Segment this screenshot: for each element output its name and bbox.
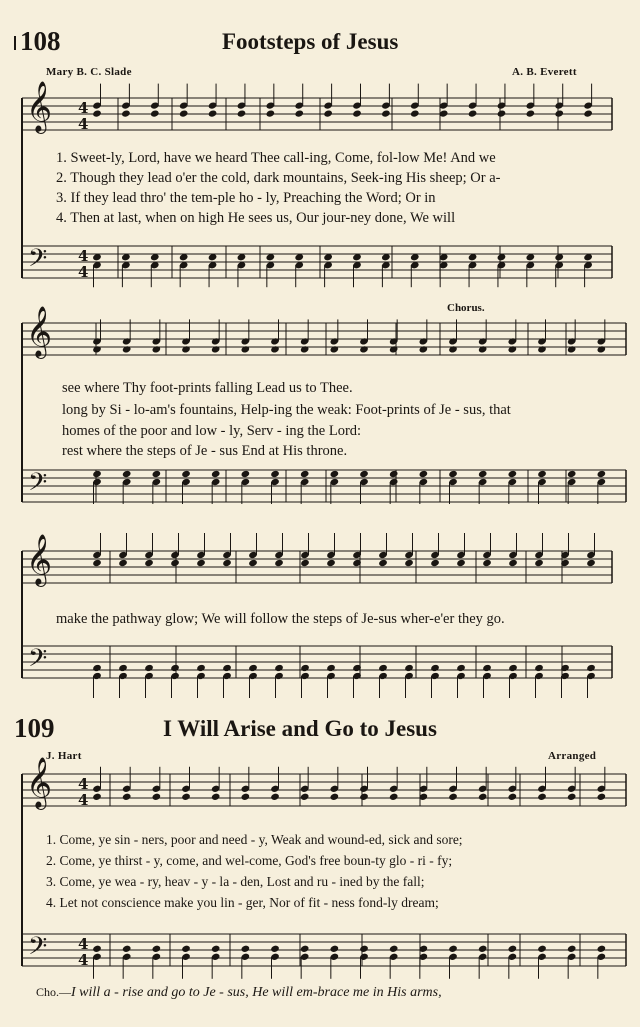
treble-3-note [152,793,162,801]
treble-3-note [478,793,488,801]
bass-3-note [330,945,340,953]
treble-0-note [526,109,536,117]
bass-3-note [567,945,577,953]
treble-1-note [300,345,310,353]
treble-3-note [389,793,399,801]
treble-0-note [323,109,333,117]
treble-2-note [170,559,180,567]
verse-line-108-2-4: rest where the steps of Je - sus End at His throne. [62,443,348,459]
bass-1-note [270,470,280,478]
bass-1-note [389,470,399,478]
treble-1-note [241,345,251,353]
treble-1-note [419,345,429,353]
bass-2-note [222,664,232,672]
bass-2-note [508,664,518,672]
bass-3-note [92,945,102,953]
treble-2-note [456,559,466,567]
treble-2-note [118,559,128,567]
bass-2-note [430,664,440,672]
treble-3-note [597,793,607,801]
treble-3-note [211,793,221,801]
bass-2-note [378,664,388,672]
bass-3-note [122,945,132,953]
treble-1-note [330,345,340,353]
bass-2-note [274,664,284,672]
treble-0-note [266,109,276,117]
bass-3-note [300,945,310,953]
hymn-number-109: 109 [14,713,55,743]
treble-1-note [152,345,162,353]
verse-line-109-2: 2. Come, ye thirst - y, come, and wel-come, God's free boun-ty glo - ri - fy; [46,853,453,868]
treble-2-note [534,559,544,567]
bass-2-note [482,664,492,672]
treble-1-note [211,345,221,353]
treble-3-note [508,793,518,801]
verse-line-109-4: 4. Let not conscience make you lin - ger, Nor of fit - ness fond-ly dream; [46,895,439,910]
treble-2-note [196,559,206,567]
treble-1-note [567,345,577,353]
bass-3-note [359,945,369,953]
verse-line-108-1-2: 2. Though they lead o'er the cold, dark mountains, Seek-ing His sheep; Or a- [56,170,501,186]
bass-1-note [478,470,488,478]
verse-line-108-1-1: 1. Sweet-ly, Lord, have we heard Thee call-ing, Come, fol-low Me! And we [56,150,496,166]
bass-1-note [359,470,369,478]
treble-0-note [121,109,131,117]
bass-1-note [567,470,577,478]
treble-2-note [404,559,414,567]
bass-3-note [537,945,547,953]
treble-3-note [241,793,251,801]
treble-1-note [537,345,547,353]
treble-1-note [92,345,102,353]
treble-3-note [92,793,102,801]
bass-3-note [241,945,251,953]
treble-3-note [448,793,458,801]
treble-1-note [508,345,518,353]
chorus-text-109: I will a - rise and go to Je - sus, He will em-brace me in His arms, [71,985,442,1000]
bass-3-note [270,945,280,953]
bass-2-note [404,664,414,672]
treble-2-note [586,559,596,567]
bass-1-note [211,470,221,478]
treble-3-note [181,793,191,801]
hymn-number-108: 108 [20,26,61,56]
bass-1-note [508,470,518,478]
verse-line-108-2-1: see where Thy foot-prints falling Lead us to Thee. [62,380,353,396]
treble-2-note [222,559,232,567]
treble-1-note [359,345,369,353]
bass-3-note [597,945,607,953]
treble-2-note [248,559,258,567]
bass-2-note [118,664,128,672]
chorus-prefix-109: Cho.— [36,985,72,999]
bass-1-note [122,470,132,478]
bass-clef-icon: 𝄢 [28,931,48,967]
bass-1-note [419,470,429,478]
bass-1-note [597,470,607,478]
bass-2-note [248,664,258,672]
treble-3-note [537,793,547,801]
treble-2-note [300,559,310,567]
time-signature: 4 [78,247,89,266]
treble-1-note [389,345,399,353]
treble-0-note [294,109,304,117]
treble-0-note [554,109,564,117]
treble-2-note [326,559,336,567]
treble-0-note [381,109,391,117]
bass-clef-icon: 𝄢 [28,643,48,679]
verse-line-109-3: 3. Come, ye wea - ry, heav - y - la - den, Lost and ru - ined by the fall; [46,874,425,889]
bass-2-note [534,664,544,672]
hymn-title-109: I Will Arise and Go to Jesus [163,716,437,741]
bass-1-note [181,470,191,478]
treble-0-note [92,109,102,117]
treble-2-note [482,559,492,567]
treble-2-note [274,559,284,567]
treble-2-note [378,559,388,567]
treble-1-note [270,345,280,353]
bass-2-note [456,664,466,672]
time-signature: 4 [78,951,89,970]
treble-3-note [359,793,369,801]
bass-3-note [478,945,488,953]
treble-2-note [430,559,440,567]
bass-1-note [537,470,547,478]
treble-3-note [300,793,310,801]
treble-0-note [497,109,507,117]
bass-2-note [92,664,102,672]
bass-3-note [181,945,191,953]
words-credit-109: J. Hart [46,750,82,762]
bass-2-note [144,664,154,672]
treble-0-note [410,109,420,117]
bass-3-note [152,945,162,953]
bass-2-note [170,664,180,672]
bass-2-note [586,664,596,672]
treble-3-note [270,793,280,801]
bass-3-note [211,945,221,953]
time-signature: 4 [78,115,89,134]
bass-1-note [300,470,310,478]
treble-clef-icon: 𝄞 [26,533,53,585]
treble-3-note [122,793,132,801]
time-signature: 4 [78,775,89,794]
treble-0-note [208,109,218,117]
bass-1-note [448,470,458,478]
treble-0-note [583,109,593,117]
time-signature: 4 [78,99,89,118]
treble-1-note [448,345,458,353]
bass-clef-icon: 𝄢 [28,467,48,503]
chorus-label-108: Chorus. [447,302,485,314]
treble-2-note [508,559,518,567]
treble-2-note [92,559,102,567]
verse-line-109-1: 1. Come, ye sin - ners, poor and need - y, Weak and wound-ed, sick and sore; [46,832,463,847]
treble-3-note [330,793,340,801]
treble-2-note [144,559,154,567]
bass-1-note [92,470,102,478]
treble-0-note [150,109,160,117]
treble-0-note [352,109,362,117]
treble-clef-icon: 𝄞 [26,305,53,357]
treble-1-note [597,345,607,353]
bass-3-note [448,945,458,953]
verse-line-108-1-3: 3. If they lead thro' the tem-ple ho - ly, Preaching the Word; Or in [56,190,436,206]
verse-line-108-2-3: homes of the poor and low - ly, Serv - ing the Lord: [62,423,362,439]
bass-2-note [326,664,336,672]
bass-clef-icon: 𝄢 [28,243,48,279]
treble-1-note [122,345,132,353]
verse-line-108-1-4: 4. Then at last, when on high He sees us, Our jour-ney done, We will [56,210,456,226]
treble-clef-icon: 𝄞 [26,756,53,808]
bass-3-note [389,945,399,953]
treble-3-note [567,793,577,801]
treble-0-note [468,109,478,117]
music-credit-109: Arranged [548,750,597,762]
treble-1-note [181,345,191,353]
bass-2-note [196,664,206,672]
music-credit-108: A. B. Everett [512,66,577,78]
treble-1-note [478,345,488,353]
chorus-line-109 [36,985,442,1001]
treble-clef-icon: 𝄞 [26,80,53,132]
treble-0-note [237,109,247,117]
time-signature: 4 [78,935,89,954]
verse-line-108-2-2: long by Si - lo-am's fountains, Help-ing the weak: Foot-prints of Je - sus, that [62,402,511,418]
treble-0-note [179,109,189,117]
time-signature: 4 [78,791,89,810]
verse-line-108-3: make the pathway glow; We will follow the steps of Je-sus wher-e'er they go. [56,611,505,627]
bass-1-note [241,470,251,478]
bass-1-note [330,470,340,478]
hymn-title-108: Footsteps of Jesus [222,29,399,54]
words-credit-108: Mary B. C. Slade [46,66,132,78]
bass-3-note [508,945,518,953]
time-signature: 4 [78,263,89,282]
bass-2-note [300,664,310,672]
bass-1-note [152,470,162,478]
